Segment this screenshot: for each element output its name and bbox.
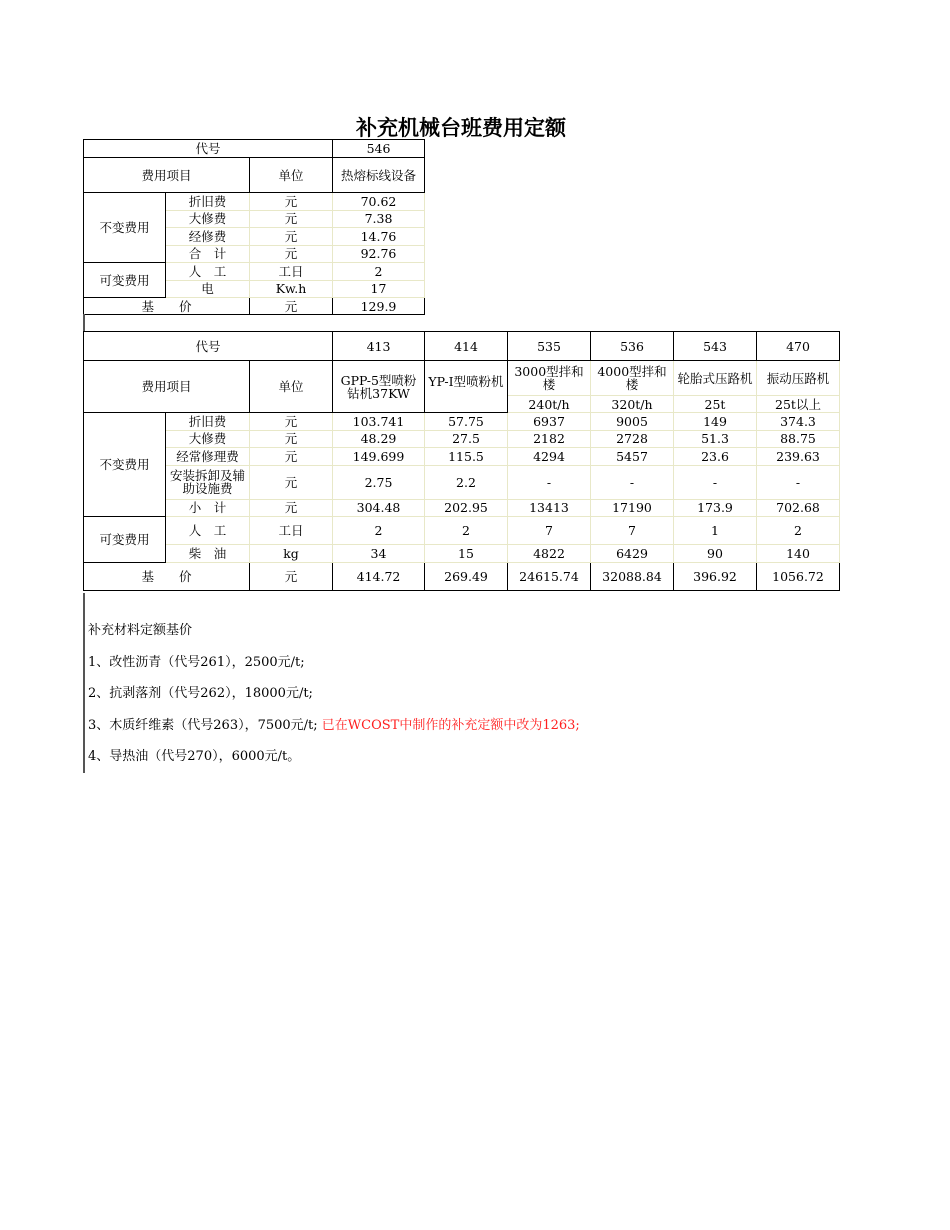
- machine-code: 535: [508, 332, 591, 361]
- cell-value: 7: [591, 517, 674, 545]
- base-price-label: 基 价: [84, 298, 250, 315]
- machine-cost-table-multi: [83, 331, 840, 591]
- note-item: 4、导热油（代号270），6000元/t。: [88, 749, 301, 764]
- cell-value: 140: [757, 545, 840, 563]
- cell-value: 149.699: [333, 448, 425, 466]
- cell-value: 2728: [591, 430, 674, 448]
- row-unit: 工日: [250, 517, 333, 545]
- row-item: 折旧费: [166, 413, 250, 431]
- row-item: 合 计: [166, 245, 250, 263]
- fixed-cost-group: 不变费用: [84, 413, 166, 517]
- cell-value: 202.95: [425, 499, 508, 517]
- row-unit: 元: [250, 448, 333, 466]
- machine-name: 4000型拌和楼: [591, 361, 674, 396]
- row-item: 折旧费: [166, 193, 250, 211]
- cell-value: 5457: [591, 448, 674, 466]
- row-item: 经常修理费: [166, 448, 250, 466]
- row-unit: 元: [250, 430, 333, 448]
- cell-value: 2: [333, 517, 425, 545]
- page-title: 补充机械台班费用定额: [356, 116, 566, 140]
- variable-cost-group: 可变费用: [84, 263, 166, 298]
- row-item: 大修费: [166, 210, 250, 228]
- unit-header: 单位: [250, 361, 333, 413]
- cell-value: 13413: [508, 499, 591, 517]
- machine-spec: 240t/h: [508, 396, 591, 413]
- row-unit: 元: [250, 465, 333, 499]
- cell-value: 304.48: [333, 499, 425, 517]
- cell-value: 23.6: [674, 448, 757, 466]
- row-value: 92.76: [333, 245, 425, 263]
- item-header: 费用项目: [84, 158, 250, 193]
- machine-name: GPP-5型喷粉钻机37KW: [333, 361, 425, 413]
- notes-heading: 补充材料定额基价: [88, 623, 193, 638]
- machine-name: 3000型拌和楼: [508, 361, 591, 396]
- machine-name: 振动压路机: [757, 361, 840, 396]
- machine-code: 536: [591, 332, 674, 361]
- cell-value: 2: [757, 517, 840, 545]
- machine-spec: 320t/h: [591, 396, 674, 413]
- row-item: 人 工: [166, 517, 250, 545]
- base-price-value: 32088.84: [591, 562, 674, 590]
- cell-value: 51.3: [674, 430, 757, 448]
- machine-spec: 25t: [674, 396, 757, 413]
- cell-value: 27.5: [425, 430, 508, 448]
- cell-value: -: [674, 465, 757, 499]
- base-price-value: 414.72: [333, 562, 425, 590]
- machine-name: 热熔标线设备: [333, 158, 425, 193]
- base-price-value: 1056.72: [757, 562, 840, 590]
- row-value: 7.38: [333, 210, 425, 228]
- row-unit: Kw.h: [250, 280, 333, 298]
- base-price-value: 269.49: [425, 562, 508, 590]
- code-label: 代号: [84, 140, 333, 158]
- fixed-cost-group: 不变费用: [84, 193, 166, 263]
- base-price-value: 129.9: [333, 298, 425, 315]
- machine-code: 543: [674, 332, 757, 361]
- machine-name: YP-I型喷粉机: [425, 361, 508, 413]
- cell-value: 6937: [508, 413, 591, 431]
- machine-code: 470: [757, 332, 840, 361]
- cell-value: 4822: [508, 545, 591, 563]
- cell-value: 115.5: [425, 448, 508, 466]
- base-price-value: 396.92: [674, 562, 757, 590]
- cell-value: 2.2: [425, 465, 508, 499]
- unit-header: 单位: [250, 158, 333, 193]
- cell-value: 2182: [508, 430, 591, 448]
- machine-spec: 25t以上: [757, 396, 840, 413]
- row-unit: 元: [250, 193, 333, 211]
- row-value: 17: [333, 280, 425, 298]
- cell-value: -: [508, 465, 591, 499]
- cell-value: 17190: [591, 499, 674, 517]
- row-value: 14.76: [333, 228, 425, 246]
- note-item: 1、改性沥青（代号261），2500元/t;: [88, 654, 305, 670]
- base-price-label: 基 价: [84, 562, 250, 590]
- cell-value: 7: [508, 517, 591, 545]
- cell-value: 374.3: [757, 413, 840, 431]
- row-unit: 元: [250, 245, 333, 263]
- cell-value: 34: [333, 545, 425, 563]
- machine-code: 413: [333, 332, 425, 361]
- machine-name: 轮胎式压路机: [674, 361, 757, 396]
- cell-value: 149: [674, 413, 757, 431]
- row-item: 柴 油: [166, 545, 250, 563]
- cell-value: 9005: [591, 413, 674, 431]
- row-unit: 元: [250, 413, 333, 431]
- cell-value: 4294: [508, 448, 591, 466]
- base-price-unit: 元: [250, 298, 333, 315]
- note-remark: 已在WCOST中制作的补充定额中改为1263;: [321, 717, 580, 733]
- cell-value: 239.63: [757, 448, 840, 466]
- variable-cost-group: 可变费用: [84, 517, 166, 563]
- row-unit: 元: [250, 210, 333, 228]
- cell-value: -: [757, 465, 840, 499]
- note-item: [88, 715, 580, 747]
- cell-value: 57.75: [425, 413, 508, 431]
- machine-code: 546: [333, 140, 425, 158]
- machine-code: 414: [425, 332, 508, 361]
- row-item: 安装拆卸及辅助设施费: [166, 465, 250, 499]
- note-item: 2、抗剥落剂（代号262），18000元/t;: [88, 686, 313, 701]
- cell-value: 48.29: [333, 430, 425, 448]
- item-header: 费用项目: [84, 361, 250, 413]
- cell-value: -: [591, 465, 674, 499]
- row-item: 经修费: [166, 228, 250, 246]
- base-price-value: 24615.74: [508, 562, 591, 590]
- cell-value: 2: [425, 517, 508, 545]
- row-value: 70.62: [333, 193, 425, 211]
- row-unit: 元: [250, 228, 333, 246]
- machine-cost-table-546: [83, 139, 425, 315]
- left-border-line: [83, 593, 85, 773]
- row-unit: 工日: [250, 263, 333, 281]
- supplementary-materials-notes: [88, 620, 580, 778]
- left-border-line: [83, 314, 85, 332]
- cell-value: 1: [674, 517, 757, 545]
- row-item: 大修费: [166, 430, 250, 448]
- cell-value: 90: [674, 545, 757, 563]
- row-item: 人 工: [166, 263, 250, 281]
- cell-value: 702.68: [757, 499, 840, 517]
- row-unit: 元: [250, 499, 333, 517]
- cell-value: 6429: [591, 545, 674, 563]
- cell-value: 103.741: [333, 413, 425, 431]
- cell-value: 15: [425, 545, 508, 563]
- row-item: 小 计: [166, 499, 250, 517]
- row-unit: kg: [250, 545, 333, 563]
- base-price-unit: 元: [250, 562, 333, 590]
- note-item-text: 3、木质纤维素（代号263），7500元/t;: [88, 717, 318, 733]
- cell-value: 173.9: [674, 499, 757, 517]
- row-value: 2: [333, 263, 425, 281]
- row-item: 电: [166, 280, 250, 298]
- cell-value: 2.75: [333, 465, 425, 499]
- code-label: 代号: [84, 332, 333, 361]
- cell-value: 88.75: [757, 430, 840, 448]
